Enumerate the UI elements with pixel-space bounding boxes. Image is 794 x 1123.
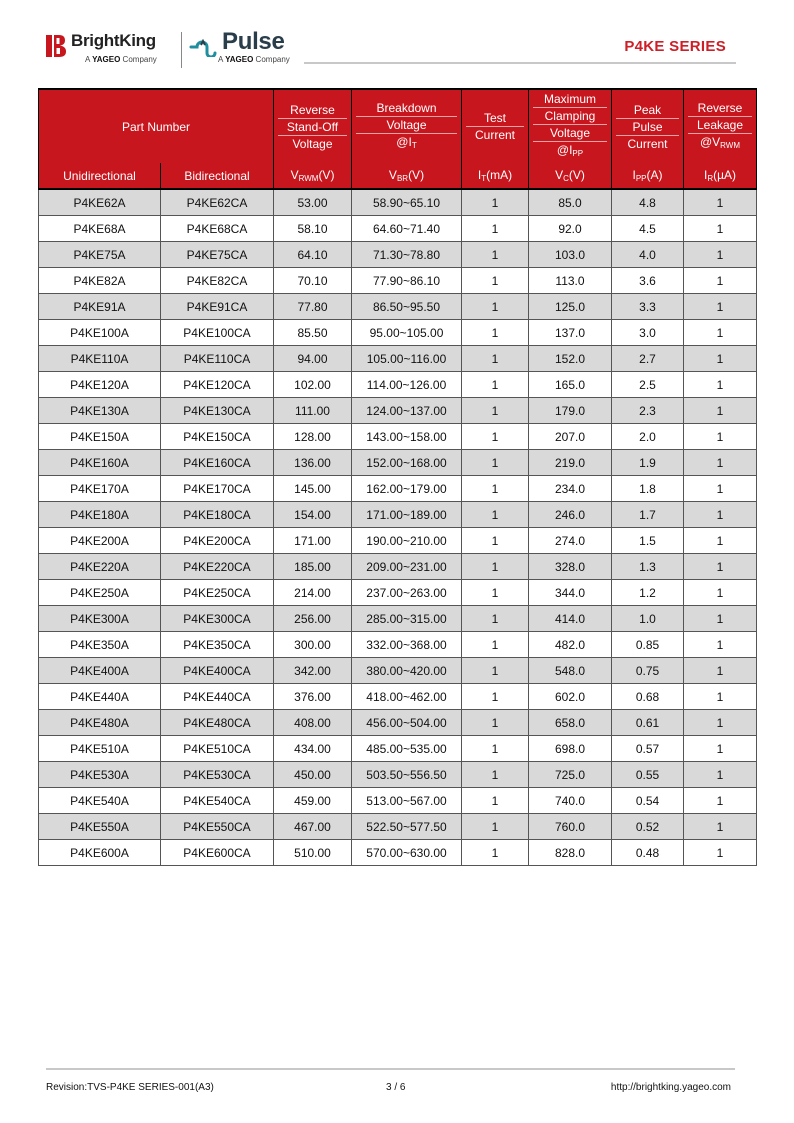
cell-uni-part: P4KE170A [39, 476, 161, 502]
cell-it-value: 1 [462, 528, 529, 554]
cell-vrwm-value: 185.00 [274, 554, 352, 580]
cell-vc-value: 92.0 [529, 216, 612, 242]
cell-it-value: 1 [462, 398, 529, 424]
cell-vrwm-value: 510.00 [274, 840, 352, 866]
cell-ipp-value: 2.7 [612, 346, 684, 372]
cell-ipp-value: 2.5 [612, 372, 684, 398]
cell-ipp-value: 4.8 [612, 189, 684, 216]
cell-ir-value: 1 [684, 320, 757, 346]
cell-ipp-value: 3.6 [612, 268, 684, 294]
cell-bi-part: P4KE150CA [161, 424, 274, 450]
cell-vc-value: 548.0 [529, 658, 612, 684]
cell-ir-value: 1 [684, 554, 757, 580]
cell-it-value: 1 [462, 476, 529, 502]
table-row [39, 476, 757, 502]
header-rule [304, 62, 736, 64]
cell-bi-part: P4KE130CA [161, 398, 274, 424]
cell-ir-value: 1 [684, 424, 757, 450]
cell-vrwm-value: 434.00 [274, 736, 352, 762]
it-unit-header: $I_T(mA)$ [462, 163, 529, 189]
cell-bi-part: P4KE75CA [161, 242, 274, 268]
cell-vrwm-value: 171.00 [274, 528, 352, 554]
cell-uni-part: P4KE180A [39, 502, 161, 528]
cell-uni-part: P4KE540A [39, 788, 161, 814]
cell-bi-part: P4KE160CA [161, 450, 274, 476]
cell-ir-value: 1 [684, 476, 757, 502]
cell-it-value: 1 [462, 424, 529, 450]
cell-bi-part: P4KE180CA [161, 502, 274, 528]
cell-uni-part: P4KE300A [39, 606, 161, 632]
cell-vbr-range: 64.60~71.40 [352, 216, 462, 242]
cell-vrwm-value: 342.00 [274, 658, 352, 684]
cell-vbr-range: 418.00~462.00 [352, 684, 462, 710]
cell-vrwm-value: 459.00 [274, 788, 352, 814]
cell-bi-part: P4KE530CA [161, 762, 274, 788]
cell-ipp-value: 1.5 [612, 528, 684, 554]
cell-uni-part: P4KE68A [39, 216, 161, 242]
cell-uni-part: P4KE120A [39, 372, 161, 398]
pulse-logo-icon [189, 33, 219, 57]
cell-it-value: 1 [462, 606, 529, 632]
cell-vbr-range: 171.00~189.00 [352, 502, 462, 528]
logo-divider [181, 32, 182, 68]
cell-ipp-value: 1.8 [612, 476, 684, 502]
cell-uni-part: P4KE440A [39, 684, 161, 710]
cell-vrwm-value: 376.00 [274, 684, 352, 710]
cell-bi-part: P4KE300CA [161, 606, 274, 632]
cell-uni-part: P4KE510A [39, 736, 161, 762]
cell-ipp-value: 4.0 [612, 242, 684, 268]
cell-uni-part: P4KE82A [39, 268, 161, 294]
cell-ir-value: 1 [684, 372, 757, 398]
ir-unit-header: $I_R(\mu A)$ [684, 163, 757, 189]
footer-rule [46, 1068, 735, 1070]
cell-vbr-range: 380.00~420.00 [352, 658, 462, 684]
cell-ipp-value: 0.52 [612, 814, 684, 840]
cell-ipp-value: 1.3 [612, 554, 684, 580]
cell-vc-value: 658.0 [529, 710, 612, 736]
cell-vbr-range: 209.00~231.00 [352, 554, 462, 580]
cell-vc-value: 165.0 [529, 372, 612, 398]
cell-ipp-value: 2.3 [612, 398, 684, 424]
cell-ir-value: 1 [684, 268, 757, 294]
cell-vbr-range: 105.00~116.00 [352, 346, 462, 372]
revision-text: Revision:TVS-P4KE SERIES-001(A3) [46, 1082, 214, 1093]
header-row-units [39, 163, 757, 189]
cell-bi-part: P4KE440CA [161, 684, 274, 710]
cell-vbr-range: 456.00~504.00 [352, 710, 462, 736]
cell-vc-value: 125.0 [529, 294, 612, 320]
cell-uni-part: P4KE200A [39, 528, 161, 554]
cell-it-value: 1 [462, 684, 529, 710]
cell-uni-part: P4KE220A [39, 554, 161, 580]
cell-vc-value: 274.0 [529, 528, 612, 554]
cell-it-value: 1 [462, 554, 529, 580]
cell-bi-part: P4KE62CA [161, 189, 274, 216]
cell-bi-part: P4KE510CA [161, 736, 274, 762]
cell-bi-part: P4KE82CA [161, 268, 274, 294]
cell-uni-part: P4KE75A [39, 242, 161, 268]
cell-vc-value: 344.0 [529, 580, 612, 606]
table-row [39, 398, 757, 424]
cell-ipp-value: 0.61 [612, 710, 684, 736]
cell-ir-value: 1 [684, 242, 757, 268]
table-row [39, 294, 757, 320]
table-row [39, 216, 757, 242]
page-number: 3 / 6 [386, 1082, 406, 1093]
cell-vc-value: 246.0 [529, 502, 612, 528]
cell-it-value: 1 [462, 320, 529, 346]
cell-ipp-value: 1.7 [612, 502, 684, 528]
cell-ipp-value: 1.0 [612, 606, 684, 632]
cell-vbr-range: 503.50~556.50 [352, 762, 462, 788]
cell-uni-part: P4KE480A [39, 710, 161, 736]
cell-it-value: 1 [462, 268, 529, 294]
cell-vbr-range: 162.00~179.00 [352, 476, 462, 502]
cell-vbr-range: 285.00~315.00 [352, 606, 462, 632]
cell-vrwm-value: 154.00 [274, 502, 352, 528]
cell-it-value: 1 [462, 710, 529, 736]
cell-bi-part: P4KE540CA [161, 788, 274, 814]
vrwm-unit-header: $V_{RWM}(V)$ [274, 163, 352, 189]
cell-bi-part: P4KE91CA [161, 294, 274, 320]
cell-uni-part: P4KE110A [39, 346, 161, 372]
cell-it-value: 1 [462, 580, 529, 606]
table-row [39, 632, 757, 658]
cell-ir-value: 1 [684, 684, 757, 710]
cell-vrwm-value: 214.00 [274, 580, 352, 606]
cell-ipp-value: 1.9 [612, 450, 684, 476]
table-row [39, 528, 757, 554]
pulse-yageo-tagline: A YAGEO Company [218, 55, 290, 64]
cell-vbr-range: 513.00~567.00 [352, 788, 462, 814]
cell-vc-value: 698.0 [529, 736, 612, 762]
test-current-header: Test Current [462, 89, 529, 163]
cell-ipp-value: 0.75 [612, 658, 684, 684]
cell-vrwm-value: 450.00 [274, 762, 352, 788]
cell-it-value: 1 [462, 762, 529, 788]
cell-vrwm-value: 128.00 [274, 424, 352, 450]
cell-vc-value: 152.0 [529, 346, 612, 372]
cell-vrwm-value: 64.10 [274, 242, 352, 268]
cell-bi-part: P4KE200CA [161, 528, 274, 554]
cell-uni-part: P4KE160A [39, 450, 161, 476]
table-row [39, 189, 757, 216]
cell-vrwm-value: 136.00 [274, 450, 352, 476]
cell-vc-value: 103.0 [529, 242, 612, 268]
cell-bi-part: P4KE480CA [161, 710, 274, 736]
cell-ipp-value: 0.57 [612, 736, 684, 762]
cell-vc-value: 113.0 [529, 268, 612, 294]
cell-it-value: 1 [462, 788, 529, 814]
table-row [39, 372, 757, 398]
cell-bi-part: P4KE220CA [161, 554, 274, 580]
cell-ipp-value: 2.0 [612, 424, 684, 450]
cell-bi-part: P4KE110CA [161, 346, 274, 372]
cell-ipp-value: 0.48 [612, 840, 684, 866]
cell-it-value: 1 [462, 372, 529, 398]
cell-vrwm-value: 58.10 [274, 216, 352, 242]
cell-ir-value: 1 [684, 580, 757, 606]
cell-it-value: 1 [462, 814, 529, 840]
cell-vrwm-value: 111.00 [274, 398, 352, 424]
cell-ipp-value: 0.68 [612, 684, 684, 710]
table-row [39, 684, 757, 710]
unidirectional-header: Unidirectional [39, 163, 161, 189]
cell-ir-value: 1 [684, 528, 757, 554]
cell-ipp-value: 3.0 [612, 320, 684, 346]
cell-bi-part: P4KE550CA [161, 814, 274, 840]
table-row [39, 606, 757, 632]
clamping-voltage-header: Maximum Clamping Voltage $@I_{PP}$ [529, 89, 612, 163]
table-row [39, 320, 757, 346]
brightking-logo-icon [46, 34, 66, 58]
table-row [39, 580, 757, 606]
cell-vbr-range: 522.50~577.50 [352, 814, 462, 840]
cell-vc-value: 740.0 [529, 788, 612, 814]
reverse-leakage-header: Reverse Leakage $@V_{RWM}$ [684, 89, 757, 163]
pulse-logo-text: Pulse [222, 28, 285, 55]
website-url: http://brightking.yageo.com [610, 1082, 731, 1093]
cell-ipp-value: 3.3 [612, 294, 684, 320]
cell-ipp-value: 0.55 [612, 762, 684, 788]
table-row [39, 840, 757, 866]
cell-ir-value: 1 [684, 736, 757, 762]
cell-vc-value: 725.0 [529, 762, 612, 788]
peak-pulse-current-header: Peak Pulse Current [612, 89, 684, 163]
cell-vrwm-value: 94.00 [274, 346, 352, 372]
part-number-header: Part Number [39, 89, 274, 163]
cell-ir-value: 1 [684, 216, 757, 242]
cell-vrwm-value: 408.00 [274, 710, 352, 736]
cell-vbr-range: 190.00~210.00 [352, 528, 462, 554]
cell-ipp-value: 4.5 [612, 216, 684, 242]
cell-bi-part: P4KE350CA [161, 632, 274, 658]
cell-it-value: 1 [462, 658, 529, 684]
ipp-unit-header: $I_{PP}(A)$ [612, 163, 684, 189]
cell-uni-part: P4KE150A [39, 424, 161, 450]
table-row [39, 242, 757, 268]
breakdown-voltage-header: Breakdown Voltage $@I_T$ [352, 89, 462, 163]
cell-vbr-range: 237.00~263.00 [352, 580, 462, 606]
table-row [39, 268, 757, 294]
cell-ir-value: 1 [684, 189, 757, 216]
cell-bi-part: P4KE250CA [161, 580, 274, 606]
cell-vrwm-value: 256.00 [274, 606, 352, 632]
cell-ir-value: 1 [684, 840, 757, 866]
cell-vrwm-value: 53.00 [274, 189, 352, 216]
cell-ir-value: 1 [684, 710, 757, 736]
header-row-titles [39, 89, 757, 163]
electrical-characteristics-table [38, 88, 757, 866]
brightking-logo-text: BrightKing [71, 31, 156, 50]
cell-it-value: 1 [462, 346, 529, 372]
cell-vrwm-value: 85.50 [274, 320, 352, 346]
cell-ir-value: 1 [684, 398, 757, 424]
cell-vrwm-value: 300.00 [274, 632, 352, 658]
cell-ir-value: 1 [684, 502, 757, 528]
cell-it-value: 1 [462, 450, 529, 476]
cell-bi-part: P4KE400CA [161, 658, 274, 684]
cell-vc-value: 179.0 [529, 398, 612, 424]
cell-it-value: 1 [462, 502, 529, 528]
cell-ir-value: 1 [684, 762, 757, 788]
cell-ir-value: 1 [684, 658, 757, 684]
cell-ipp-value: 0.85 [612, 632, 684, 658]
bidirectional-header: Bidirectional [161, 163, 274, 189]
cell-vrwm-value: 102.00 [274, 372, 352, 398]
cell-vc-value: 234.0 [529, 476, 612, 502]
brightking-yageo-tagline: A YAGEO Company [85, 55, 157, 64]
cell-uni-part: P4KE400A [39, 658, 161, 684]
cell-bi-part: P4KE68CA [161, 216, 274, 242]
table-row [39, 814, 757, 840]
cell-ir-value: 1 [684, 814, 757, 840]
cell-vrwm-value: 70.10 [274, 268, 352, 294]
cell-vc-value: 602.0 [529, 684, 612, 710]
cell-vbr-range: 152.00~168.00 [352, 450, 462, 476]
table-row [39, 788, 757, 814]
cell-uni-part: P4KE130A [39, 398, 161, 424]
cell-vc-value: 414.0 [529, 606, 612, 632]
table-row [39, 658, 757, 684]
cell-bi-part: P4KE100CA [161, 320, 274, 346]
cell-ir-value: 1 [684, 450, 757, 476]
cell-uni-part: P4KE550A [39, 814, 161, 840]
table-row [39, 762, 757, 788]
cell-vc-value: 137.0 [529, 320, 612, 346]
cell-it-value: 1 [462, 216, 529, 242]
table-row [39, 710, 757, 736]
cell-vrwm-value: 77.80 [274, 294, 352, 320]
cell-vc-value: 219.0 [529, 450, 612, 476]
cell-it-value: 1 [462, 189, 529, 216]
table-row [39, 346, 757, 372]
cell-vrwm-value: 145.00 [274, 476, 352, 502]
cell-ir-value: 1 [684, 294, 757, 320]
cell-ipp-value: 0.54 [612, 788, 684, 814]
cell-ir-value: 1 [684, 632, 757, 658]
cell-vbr-range: 71.30~78.80 [352, 242, 462, 268]
cell-vc-value: 207.0 [529, 424, 612, 450]
reverse-standoff-header: Reverse Stand-Off Voltage [274, 89, 352, 163]
cell-vbr-range: 124.00~137.00 [352, 398, 462, 424]
vbr-unit-header: $V_{BR}(V)$ [352, 163, 462, 189]
cell-vbr-range: 143.00~158.00 [352, 424, 462, 450]
cell-vbr-range: 58.90~65.10 [352, 189, 462, 216]
table-row [39, 424, 757, 450]
table-row [39, 450, 757, 476]
cell-uni-part: P4KE350A [39, 632, 161, 658]
cell-uni-part: P4KE100A [39, 320, 161, 346]
cell-vc-value: 828.0 [529, 840, 612, 866]
table-row [39, 502, 757, 528]
cell-bi-part: P4KE120CA [161, 372, 274, 398]
series-title: P4KE SERIES [624, 38, 726, 55]
cell-vc-value: 760.0 [529, 814, 612, 840]
cell-it-value: 1 [462, 736, 529, 762]
vc-unit-header: $V_C(V)$ [529, 163, 612, 189]
cell-vbr-range: 95.00~105.00 [352, 320, 462, 346]
table-row [39, 554, 757, 580]
cell-vc-value: 482.0 [529, 632, 612, 658]
cell-bi-part: P4KE600CA [161, 840, 274, 866]
cell-it-value: 1 [462, 294, 529, 320]
table-row [39, 736, 757, 762]
cell-ir-value: 1 [684, 346, 757, 372]
page-header [0, 0, 794, 80]
cell-uni-part: P4KE250A [39, 580, 161, 606]
cell-vc-value: 85.0 [529, 189, 612, 216]
cell-vrwm-value: 467.00 [274, 814, 352, 840]
cell-it-value: 1 [462, 840, 529, 866]
cell-vbr-range: 570.00~630.00 [352, 840, 462, 866]
cell-uni-part: P4KE62A [39, 189, 161, 216]
cell-vbr-range: 114.00~126.00 [352, 372, 462, 398]
cell-ir-value: 1 [684, 606, 757, 632]
cell-bi-part: P4KE170CA [161, 476, 274, 502]
cell-it-value: 1 [462, 632, 529, 658]
cell-vbr-range: 77.90~86.10 [352, 268, 462, 294]
cell-ir-value: 1 [684, 788, 757, 814]
cell-vbr-range: 86.50~95.50 [352, 294, 462, 320]
cell-it-value: 1 [462, 242, 529, 268]
cell-uni-part: P4KE600A [39, 840, 161, 866]
cell-uni-part: P4KE91A [39, 294, 161, 320]
cell-vc-value: 328.0 [529, 554, 612, 580]
cell-vbr-range: 485.00~535.00 [352, 736, 462, 762]
cell-ipp-value: 1.2 [612, 580, 684, 606]
cell-uni-part: P4KE530A [39, 762, 161, 788]
cell-vbr-range: 332.00~368.00 [352, 632, 462, 658]
